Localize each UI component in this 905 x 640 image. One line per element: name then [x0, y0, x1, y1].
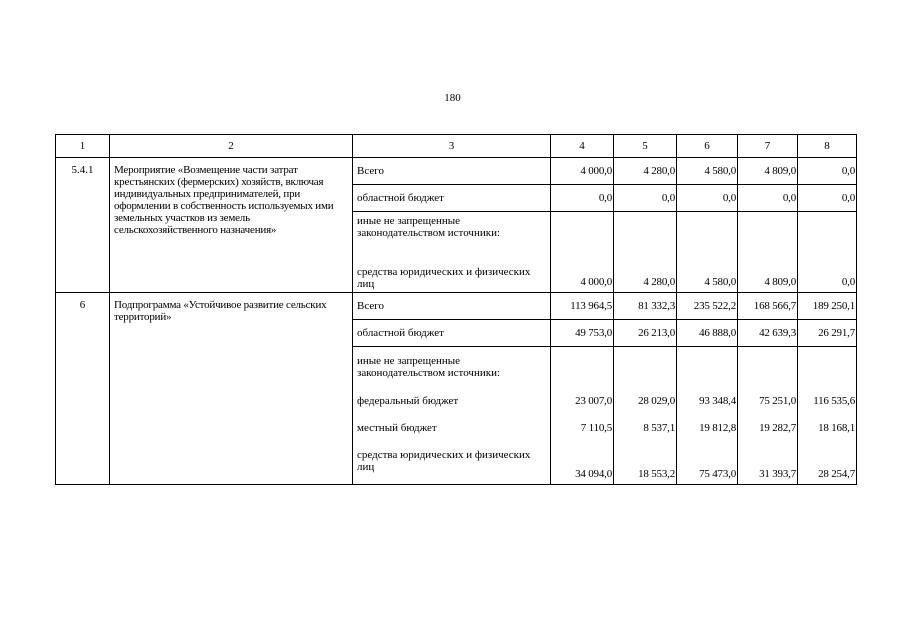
row-number: 6 — [56, 293, 110, 485]
value: 7 110,5 — [580, 421, 612, 434]
header-cell: 3 — [353, 135, 551, 158]
value-cell — [614, 347, 677, 485]
value-cell — [551, 293, 614, 320]
value: 168 566,7 — [753, 299, 796, 312]
value: 23 007,0 — [575, 394, 612, 407]
header-cell: 1 — [56, 135, 110, 158]
value-cell — [738, 293, 798, 320]
source-cell — [353, 347, 551, 485]
value: 75 251,0 — [759, 394, 796, 407]
source-cell — [353, 212, 551, 293]
value: 4 809,0 — [764, 275, 796, 288]
value: 4 580,0 — [704, 275, 736, 288]
source-cell — [353, 158, 551, 185]
value: 0,0 — [598, 191, 612, 204]
value: 189 250,1 — [812, 299, 855, 312]
value-cell — [677, 185, 738, 212]
source-label: иные не запрещенные законодательством источники: — [357, 355, 501, 379]
value-cell — [798, 347, 857, 485]
row-description-cell — [110, 158, 353, 293]
source-label: средства юридических и физических лиц — [357, 449, 531, 473]
row-description: Подпрограмма «Устойчивое развитие сельских территорий» — [114, 299, 327, 323]
value: 0,0 — [722, 191, 736, 204]
source-label: местный бюджет — [357, 421, 437, 434]
header-cell: 4 — [551, 135, 614, 158]
row-description: Мероприятие «Возмещение части затрат крестьянских (фермерских) хозяйств, включая индивидуальных предпринимателей, при оформлении в собственность используемых ими земельных участков из земель сельскохозяйственного назначения» — [114, 164, 334, 236]
value-cell — [738, 347, 798, 485]
source-label: Всего — [357, 164, 384, 177]
value-cell — [614, 212, 677, 293]
header-cell: 8 — [798, 135, 857, 158]
value-cell — [614, 158, 677, 185]
value: 42 639,3 — [759, 326, 796, 339]
value: 75 473,0 — [699, 468, 736, 480]
header-cell: 2 — [110, 135, 353, 158]
value: 4 580,0 — [704, 164, 736, 177]
source-label: областной бюджет — [357, 326, 444, 339]
table-row — [56, 158, 857, 185]
source-cell — [353, 320, 551, 347]
budget-table — [55, 134, 857, 485]
source-cell — [353, 293, 551, 320]
value: 235 522,2 — [693, 299, 736, 312]
value: 34 094,0 — [575, 468, 612, 480]
value-cell — [798, 158, 857, 185]
value-cell — [551, 158, 614, 185]
source-label: областной бюджет — [357, 191, 444, 204]
value: 28 254,7 — [818, 468, 855, 480]
value-cell — [551, 320, 614, 347]
header-cell: 6 — [677, 135, 738, 158]
value-cell — [551, 347, 614, 485]
value-cell — [738, 158, 798, 185]
table-header-row — [56, 135, 857, 158]
value-cell — [677, 320, 738, 347]
value: 93 348,4 — [699, 394, 736, 407]
value: 19 282,7 — [759, 421, 796, 434]
value: 4 000,0 — [580, 164, 612, 177]
value: 116 535,6 — [813, 394, 855, 407]
source-label: иные не запрещенные законодательством источники: — [357, 215, 501, 239]
value: 4 280,0 — [643, 275, 675, 288]
value: 0,0 — [661, 191, 675, 204]
value: 0,0 — [782, 191, 796, 204]
value: 0,0 — [841, 191, 855, 204]
value-cell — [798, 320, 857, 347]
value-cell — [551, 185, 614, 212]
value: 19 812,8 — [699, 421, 736, 434]
value: 4 280,0 — [643, 164, 675, 177]
row-number: 5.4.1 — [56, 158, 110, 293]
value-cell — [614, 185, 677, 212]
header-cell: 5 — [614, 135, 677, 158]
value: 4 000,0 — [580, 275, 612, 288]
value: 46 888,0 — [699, 326, 736, 339]
header-cell: 7 — [738, 135, 798, 158]
value: 28 029,0 — [638, 394, 675, 407]
table-row — [56, 293, 857, 320]
value: 31 393,7 — [759, 468, 796, 480]
source-label: федеральный бюджет — [357, 394, 459, 407]
value-cell — [551, 212, 614, 293]
value: 26 213,0 — [638, 326, 675, 339]
value: 81 332,3 — [638, 299, 675, 312]
value: 113 964,5 — [570, 299, 612, 312]
value: 0,0 — [841, 164, 855, 177]
value-cell — [738, 185, 798, 212]
value-cell — [614, 293, 677, 320]
page-number: 180 — [444, 92, 461, 104]
value-cell — [677, 158, 738, 185]
value: 18 168,1 — [818, 421, 855, 434]
value-cell — [614, 320, 677, 347]
value-cell — [677, 293, 738, 320]
value: 4 809,0 — [764, 164, 796, 177]
source-cell — [353, 185, 551, 212]
value: 8 537,1 — [643, 421, 675, 434]
value-cell — [677, 212, 738, 293]
source-label: средства юридических и физических лиц — [357, 266, 531, 290]
value-cell — [738, 320, 798, 347]
value: 0,0 — [841, 275, 855, 288]
value: 26 291,7 — [818, 326, 855, 339]
row-description-cell — [110, 293, 353, 485]
value-cell — [798, 212, 857, 293]
value-cell — [677, 347, 738, 485]
value-cell — [798, 185, 857, 212]
source-label: Всего — [357, 299, 384, 312]
value: 18 553,2 — [638, 468, 675, 480]
value-cell — [738, 212, 798, 293]
value: 49 753,0 — [575, 326, 612, 339]
value-cell — [798, 293, 857, 320]
